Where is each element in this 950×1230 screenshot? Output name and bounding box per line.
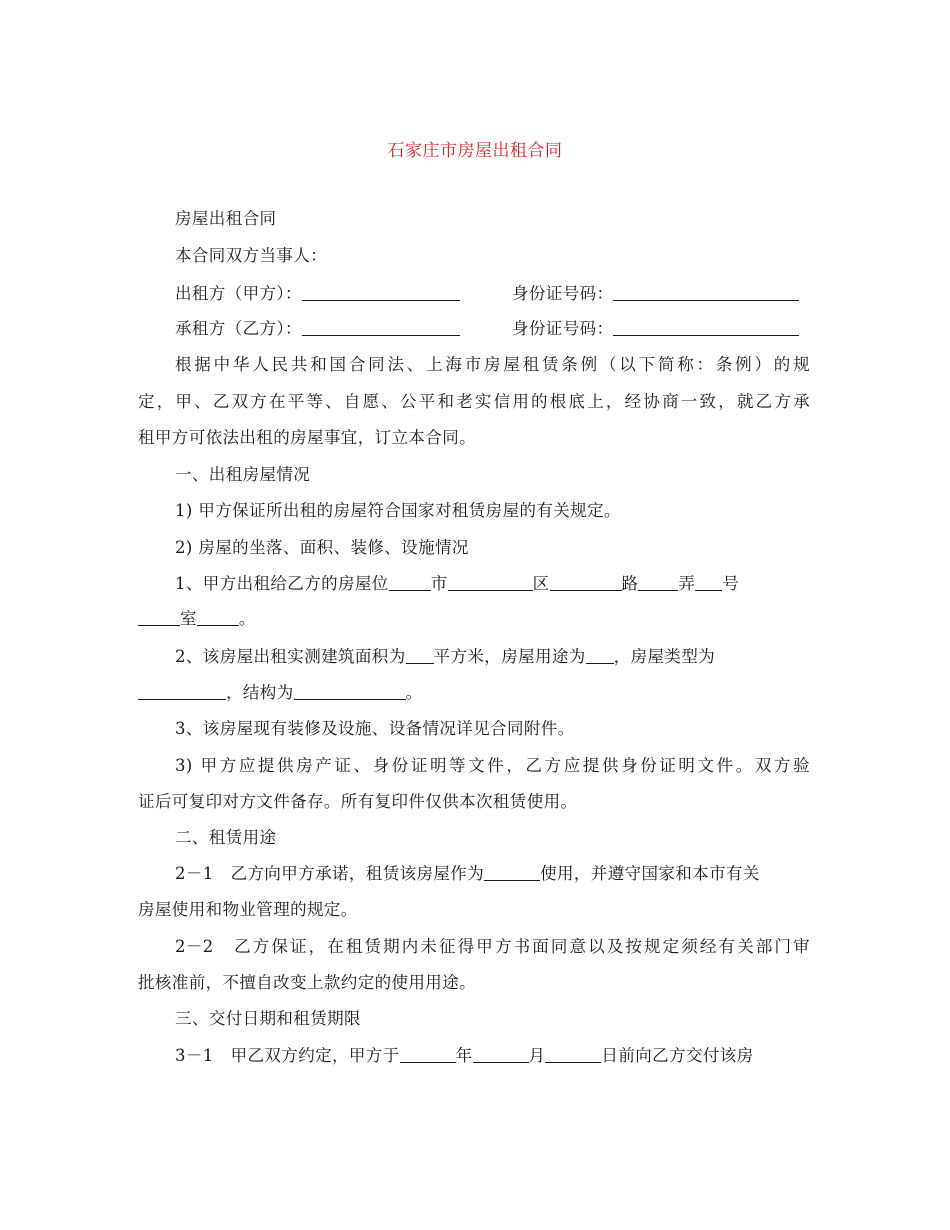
clause-1-1-end: 。 [238,609,256,628]
building-blank [138,609,180,626]
section-1-item-2: 2) 房屋的坐落、面积、装修、设施情况 [175,538,469,557]
section-1-item-1: 1) 甲方保证所出租的房屋符合国家对租赁房屋的有关规定。 [175,501,621,520]
city-blank [389,574,431,591]
day-blank [545,1046,601,1063]
room-label: 室 [180,609,197,628]
preamble-line-2: 定，甲、乙双方在平等、自愿、公平和老实信用的根底上，经协商一致，就乙方承 [138,392,810,411]
year-blank [400,1046,456,1063]
clause-3-1-line-1 [175,1045,754,1067]
lessor-id-line [512,283,799,305]
clause-2-1-line-1 [175,863,760,885]
lessee-label: 承租方（乙方）： [175,319,302,338]
type-label: ，房屋类型为 [613,647,716,666]
lessor-label: 出租方（甲方）： [175,284,302,303]
clause-1-2-end: 。 [405,683,423,702]
section-1-item-3-line-1: 3) 甲方应提供房产证、身份证明等文件，乙方应提供身份证明文件。双方验 [175,756,810,775]
section-1-heading: 一、出租房屋情况 [175,465,311,484]
clause-1-1-line-1 [175,573,739,595]
type-blank [138,683,226,700]
area-blank [406,647,434,664]
clause-2-1-prefix: 2－1 乙方向甲方承诺，租赁该房屋作为 [175,864,485,883]
structure-label: ，结构为 [226,683,294,702]
section-2-heading: 二、租赁用途 [175,828,277,847]
clause-3-1-suffix: 日前向乙方交付该房 [601,1046,754,1065]
lessor-line [175,283,460,305]
lessee-id-line [512,318,799,340]
lessee-line [175,318,460,340]
usage-blank [586,647,614,664]
preamble-line-3: 租甲方可依法出租的房屋事宜，订立本合同。 [138,428,476,447]
month-blank [473,1046,529,1063]
lessee-name-blank [302,319,460,336]
number-blank [695,574,722,591]
number-label: 号 [722,574,740,593]
clause-2-1-suffix: 使用，并遵守国家和本市有关 [540,864,760,883]
clause-2-2-line-2: 批核准前，不擅自改变上款约定的使用用途。 [138,973,476,992]
usage-purpose-blank [484,864,540,881]
area-unit-label: 平方米，房屋用途为 [433,647,586,666]
district-blank [448,574,533,591]
lessee-id-blank [613,319,799,336]
city-label: 市 [430,574,448,593]
clause-1-1-prefix: 1、甲方出租给乙方的房屋位 [175,574,389,593]
year-label: 年 [455,1046,473,1065]
section-1-item-3-line-2: 证后可复印对方文件备存。所有复印件仅供本次租赁使用。 [138,792,578,811]
document-title: 石家庄市房屋出租合同 [387,141,563,161]
road-label: 路 [621,574,639,593]
month-label: 月 [528,1046,546,1065]
structure-blank [294,683,406,700]
lane-blank [638,574,678,591]
room-blank [197,609,239,626]
clause-3-1-prefix: 3－1 甲乙双方约定，甲方于 [175,1046,400,1065]
road-blank [550,574,622,591]
lessor-id-label: 身份证号码： [512,284,614,303]
section-3-heading: 三、交付日期和租赁期限 [175,1009,361,1028]
preamble-line-1: 根据中华人民共和国合同法、上海市房屋租赁条例（以下简称：条例）的规 [175,355,810,374]
clause-2-1-line-2: 房屋使用和物业管理的规定。 [138,900,358,919]
clause-1-3: 3、该房屋现有装修及设施、设备情况详见合同附件。 [175,719,575,738]
parties-intro: 本合同双方当事人： [175,246,328,265]
clause-1-2-line-2 [138,682,423,704]
clause-1-2-prefix: 2、该房屋出租实测建筑面积为 [175,647,406,666]
clause-2-2-line-1: 2－2 乙方保证，在租赁期内未征得甲方书面同意以及按规定须经有关部门审 [175,937,810,956]
lessee-id-label: 身份证号码： [512,319,614,338]
lessor-name-blank [302,284,460,301]
lane-label: 弄 [678,574,696,593]
district-label: 区 [532,574,550,593]
lessor-id-blank [613,284,799,301]
clause-1-2-line-1 [175,646,715,668]
clause-1-1-line-2 [138,608,256,630]
contract-heading: 房屋出租合同 [175,209,277,228]
